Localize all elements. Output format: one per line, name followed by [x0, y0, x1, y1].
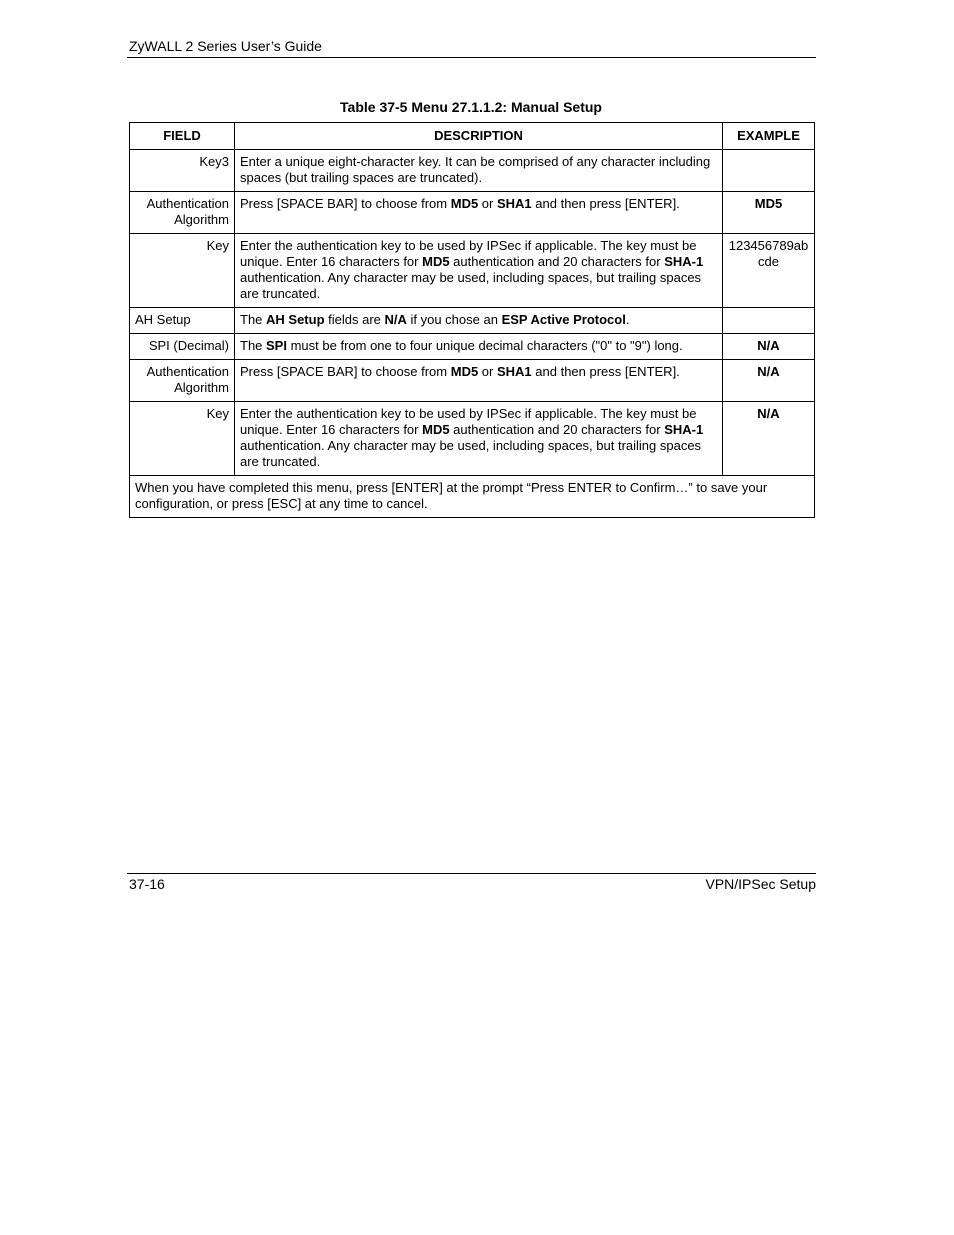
column-header-example: EXAMPLE [723, 123, 815, 150]
table-caption: Table 37-5 Menu 27.1.1.2: Manual Setup [340, 99, 602, 115]
bold-term: ESP Active Protocol [501, 312, 626, 327]
bold-term: MD5 [450, 196, 479, 211]
example-cell: N/A [723, 402, 815, 476]
table-row [130, 234, 815, 308]
bold-term: SPI [266, 338, 287, 353]
bold-term: AH Setup [266, 312, 325, 327]
description-cell: Enter the authentication key to be used by IPSec if applicable. The key must be unique. Enter 16 characters for MD5 authentication and 20 characters for SHA-1 authentication. Any character may be used, including spaces, but trailing spaces are truncated. [235, 402, 723, 476]
example-cell [723, 150, 815, 192]
column-header-description: DESCRIPTION [235, 123, 723, 150]
header-rule [127, 57, 816, 58]
bold-term: SHA-1 [664, 254, 704, 269]
table-row [130, 334, 815, 360]
bold-term: SHA-1 [664, 422, 704, 437]
table-footnote: When you have completed this menu, press [ENTER] at the prompt “Press ENTER to Confirm…” to save your configuration, or press [ESC] at any time to cancel. [130, 476, 815, 518]
description-cell: Enter a unique eight-character key. It can be comprised of any character including spaces (but trailing spaces are truncated). [235, 150, 723, 192]
description-cell: Press [SPACE BAR] to choose from MD5 or SHA1 and then press [ENTER]. [235, 360, 723, 402]
field-cell: Key [130, 402, 235, 476]
manual-setup-table [129, 122, 815, 518]
table-row [130, 192, 815, 234]
example-cell: 123456789abcde [723, 234, 815, 308]
field-cell: Authentication Algorithm [130, 360, 235, 402]
table-row [130, 150, 815, 192]
field-cell: Authentication Algorithm [130, 192, 235, 234]
bold-term: SHA1 [496, 196, 532, 211]
running-header: ZyWALL 2 Series User’s Guide [129, 38, 322, 54]
table-row [130, 308, 815, 334]
description-cell: Press [SPACE BAR] to choose from MD5 or SHA1 and then press [ENTER]. [235, 192, 723, 234]
table-footnote-row [130, 476, 815, 518]
column-header-field: FIELD [130, 123, 235, 150]
example-cell: N/A [723, 334, 815, 360]
example-cell: MD5 [723, 192, 815, 234]
description-cell: The AH Setup fields are N/A if you chose an ESP Active Protocol. [235, 308, 723, 334]
field-cell: Key [130, 234, 235, 308]
page-number: 37-16 [129, 876, 165, 892]
example-cell: N/A [723, 360, 815, 402]
bold-term: N/A [384, 312, 407, 327]
bold-term: MD5 [422, 422, 450, 437]
section-title: VPN/IPSec Setup [705, 876, 816, 892]
bold-term: SHA1 [496, 364, 532, 379]
field-cell: Key3 [130, 150, 235, 192]
table-header-row [130, 123, 815, 150]
field-cell: AH Setup [130, 308, 235, 334]
description-cell: Enter the authentication key to be used by IPSec if applicable. The key must be unique. Enter 16 characters for MD5 authentication and 20 characters for SHA-1 authentication. Any character may be used, including spaces, but trailing spaces are truncated. [235, 234, 723, 308]
description-cell: The SPI must be from one to four unique decimal characters ("0" to "9") long. [235, 334, 723, 360]
footer-rule [127, 873, 816, 874]
bold-term: MD5 [422, 254, 450, 269]
table-row [130, 360, 815, 402]
field-cell: SPI (Decimal) [130, 334, 235, 360]
bold-term: MD5 [450, 364, 479, 379]
example-cell [723, 308, 815, 334]
table-row [130, 402, 815, 476]
